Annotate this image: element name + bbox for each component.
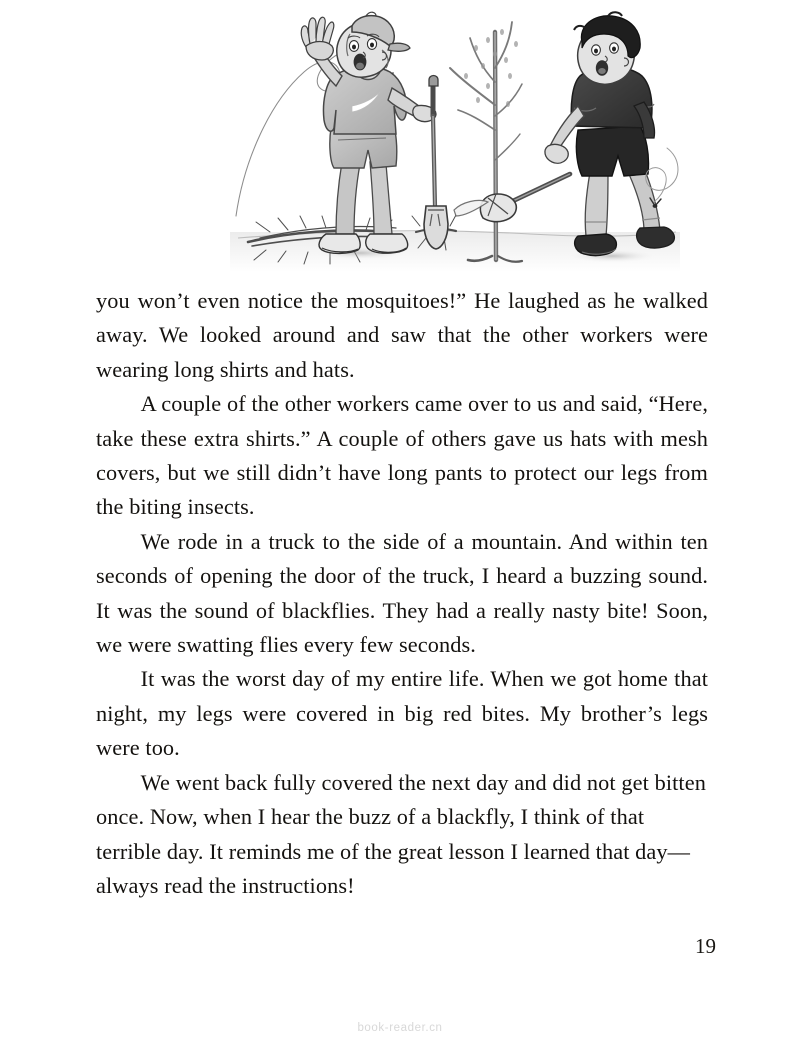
carried-spade-icon [454, 174, 570, 222]
chapter-illustration [230, 10, 680, 272]
right-boy-with-spade [545, 12, 674, 263]
paragraph-2: A couple of the other workers came over to us and said, “Here, take these extra shirts.” A couple of others gave us hats with mesh covers, but we still didn’t have long pants to protect our legs from the biting insects. [96, 391, 708, 520]
upright-shovel-icon [424, 76, 448, 250]
page-number: 19 [695, 934, 716, 958]
site-watermark: book-reader.cn [357, 1022, 443, 1034]
paragraph-5: We went back fully covered the next day and did not get bitten once. Now, when I hear the buzz of a blackfly, I think of that terrible day. It reminds me of the great lesson I learned that day—always read the instructions! [96, 769, 706, 898]
paragraph-3: We rode in a truck to the side of a mountain. And within ten seconds of opening the door of the truck, I heard a buzzing sound. It was the sound of blackflies. They had a really nasty bite! Soon, we were swatting flies every few seconds. [96, 528, 708, 658]
sapling-tree [450, 22, 522, 262]
page-body-text [96, 284, 708, 903]
paragraph-1: you won’t even notice the mosquitoes!” He laughed as he walked away. We looked around and saw that the other workers were wearing long shirts and hats. [96, 288, 708, 382]
paragraph-4: It was the worst day of my entire life. When we got home that night, my legs were covered in big red bites. My brother’s legs were too. [96, 666, 708, 761]
waving-hand-icon [301, 17, 334, 60]
